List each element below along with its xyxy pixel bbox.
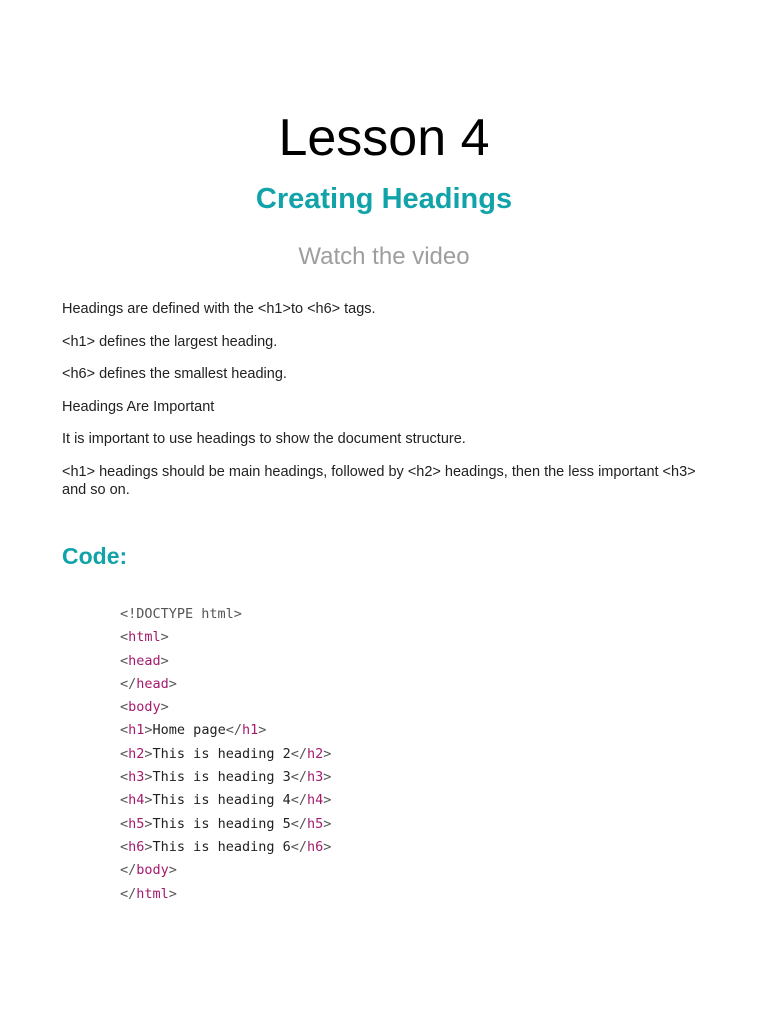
code-tag-name: h4: [306, 792, 324, 809]
code-tag-name: body: [128, 699, 161, 716]
code-punctuation: <: [120, 792, 129, 809]
code-heading: Code:: [62, 543, 128, 569]
code-punctuation: >: [160, 629, 169, 646]
code-line: [120, 719, 331, 742]
code-punctuation: >: [258, 722, 267, 739]
code-line: [120, 836, 331, 859]
code-tag-name: h6: [306, 838, 324, 855]
code-punctuation: <: [120, 652, 129, 669]
code-tag-name: h1: [241, 722, 259, 739]
code-punctuation: <: [120, 722, 129, 739]
code-punctuation: <: [120, 815, 129, 832]
code-tag-name: h1: [128, 722, 145, 739]
code-punctuation: >: [160, 652, 169, 669]
code-punctuation: >: [168, 862, 177, 879]
code-punctuation: </: [120, 675, 137, 692]
code-punctuation: </: [120, 862, 137, 879]
code-punctuation: >: [144, 838, 153, 855]
code-punctuation: >: [168, 675, 177, 692]
paragraph: <h6> defines the smallest heading.: [62, 366, 287, 382]
code-line: [120, 743, 331, 766]
code-line: [120, 603, 331, 626]
code-punctuation: >: [168, 885, 177, 902]
code-line: [120, 673, 331, 696]
paragraph: <h1> headings should be main headings, followed by <h2> headings, then the less important <h3> and so on.: [62, 463, 696, 498]
code-text: This is heading 6: [152, 838, 291, 855]
code-tag-name: h3: [128, 769, 145, 786]
code-punctuation: </: [290, 769, 307, 786]
code-punctuation: >: [144, 745, 153, 762]
code-punctuation: <: [120, 769, 129, 786]
code-tag-name: h5: [128, 815, 145, 832]
code-text: This is heading 2: [152, 745, 291, 762]
code-tag-name: h5: [306, 815, 324, 832]
code-punctuation: </: [290, 838, 307, 855]
code-punctuation: </: [120, 885, 137, 902]
code-block: [120, 603, 331, 906]
code-punctuation: <!DOCTYPE html>: [120, 606, 242, 622]
code-punctuation: <: [120, 629, 129, 646]
code-punctuation: >: [144, 722, 153, 739]
code-punctuation: <: [120, 838, 129, 855]
code-punctuation: >: [323, 838, 332, 855]
code-tag-name: head: [128, 652, 161, 669]
code-tag-name: h2: [306, 745, 324, 762]
code-punctuation: >: [323, 769, 332, 786]
code-punctuation: </: [290, 815, 307, 832]
code-punctuation: <: [120, 745, 129, 762]
code-line: [120, 813, 331, 836]
watch-video-link[interactable]: Watch the video: [298, 243, 470, 270]
paragraph: <h1> defines the largest heading.: [62, 333, 278, 350]
code-line: [120, 626, 331, 649]
code-punctuation: </: [290, 745, 307, 762]
code-tag-name: body: [136, 862, 169, 879]
code-line: [120, 696, 331, 719]
paragraph: It is important to use headings to show the document structure.: [62, 431, 466, 447]
code-punctuation: >: [160, 699, 169, 716]
lesson-body: [62, 300, 702, 513]
paragraph: Headings are defined with the <h1>to <h6> tags.: [62, 301, 376, 317]
code-line: [120, 859, 331, 882]
code-tag-name: h2: [128, 745, 145, 762]
code-line: [120, 883, 331, 906]
code-line: [120, 766, 331, 789]
code-tag-name: h6: [128, 838, 145, 855]
code-punctuation: <: [120, 699, 129, 716]
code-text: This is heading 4: [152, 792, 291, 809]
code-line: [120, 650, 331, 673]
code-tag-name: head: [136, 675, 169, 692]
lesson-subtitle: Creating Headings: [255, 183, 513, 215]
code-text: Home page: [152, 722, 226, 739]
paragraph: Headings Are Important: [62, 398, 215, 415]
code-punctuation: >: [144, 769, 153, 786]
code-tag-name: h4: [128, 792, 145, 809]
code-punctuation: >: [144, 792, 153, 809]
code-punctuation: </: [225, 722, 242, 739]
code-tag-name: h3: [306, 769, 324, 786]
lesson-title: Lesson 4: [278, 109, 490, 167]
code-punctuation: </: [290, 792, 307, 809]
code-tag-name: html: [128, 629, 161, 646]
code-line: [120, 789, 331, 812]
code-punctuation: >: [323, 815, 332, 832]
code-punctuation: >: [144, 815, 153, 832]
code-tag-name: html: [136, 885, 169, 902]
code-text: This is heading 5: [152, 815, 291, 832]
code-text: This is heading 3: [152, 769, 291, 786]
code-punctuation: >: [323, 792, 332, 809]
code-punctuation: >: [323, 745, 332, 762]
